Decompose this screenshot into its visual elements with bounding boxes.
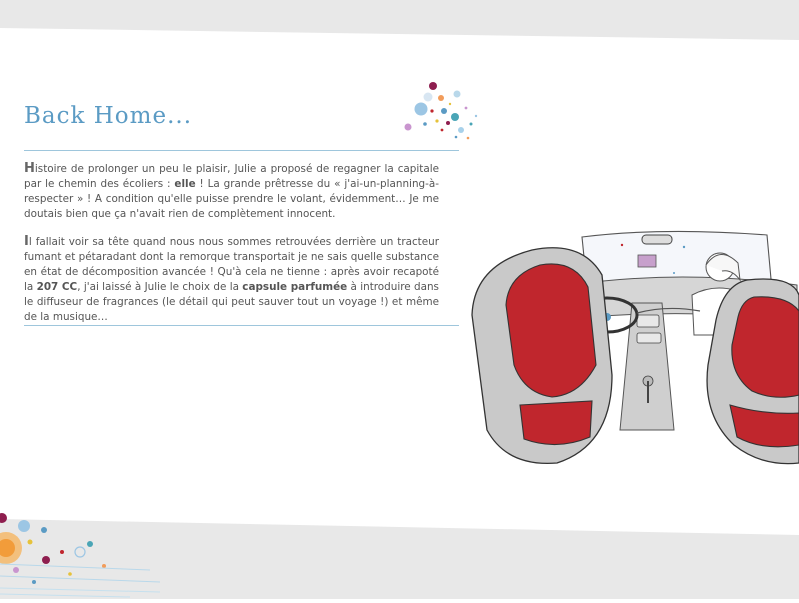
paragraph-text: l fallait voir sa tête quand nous nous sommes retrouvées derrière un tracteur fumant et pétaradant dont la remorque transportait je ne sais quelle substance en état de décomposition avancée ! Qu'à cela ne tienne : après avoir recapoté la — [24, 236, 439, 293]
top-gray-band — [0, 0, 799, 80]
paragraph-text: istoire de prolonger un peu le plaisir, Julie a proposé de regagner la capitale par le chemin des écoliers : — [24, 163, 439, 190]
top-divider — [24, 150, 459, 151]
paragraph-text: à introduire dans le diffuseur de fragrances (le détail qui peut sauver tout un voyage !) et même de la musique… — [24, 281, 439, 323]
confetti-dots-icon — [0, 500, 160, 599]
paragraph-text: ! La grande prêtresse du « j'ai-un-planning-à-respecter » ! A condition qu'elle puisse prendre le volant, évidemment… Je me doutais bien que ça n'avait rien de complètement innocent. — [24, 178, 439, 220]
confetti-dots-icon — [398, 78, 484, 150]
emphasis-text: 207 CC — [36, 281, 78, 293]
bottom-divider — [24, 325, 459, 326]
paragraph-text: , j'ai laissé à Julie le choix de la — [77, 281, 243, 293]
emphasis-text: capsule parfumée — [242, 281, 348, 293]
drop-letter: H — [24, 161, 35, 176]
car-interior-illustration — [462, 225, 799, 470]
emphasis-text: elle — [174, 178, 196, 190]
paragraph-2 — [24, 234, 439, 325]
paragraph-1 — [24, 161, 439, 222]
page-title: Back Home... — [24, 103, 193, 130]
drop-letter: I — [24, 234, 29, 249]
